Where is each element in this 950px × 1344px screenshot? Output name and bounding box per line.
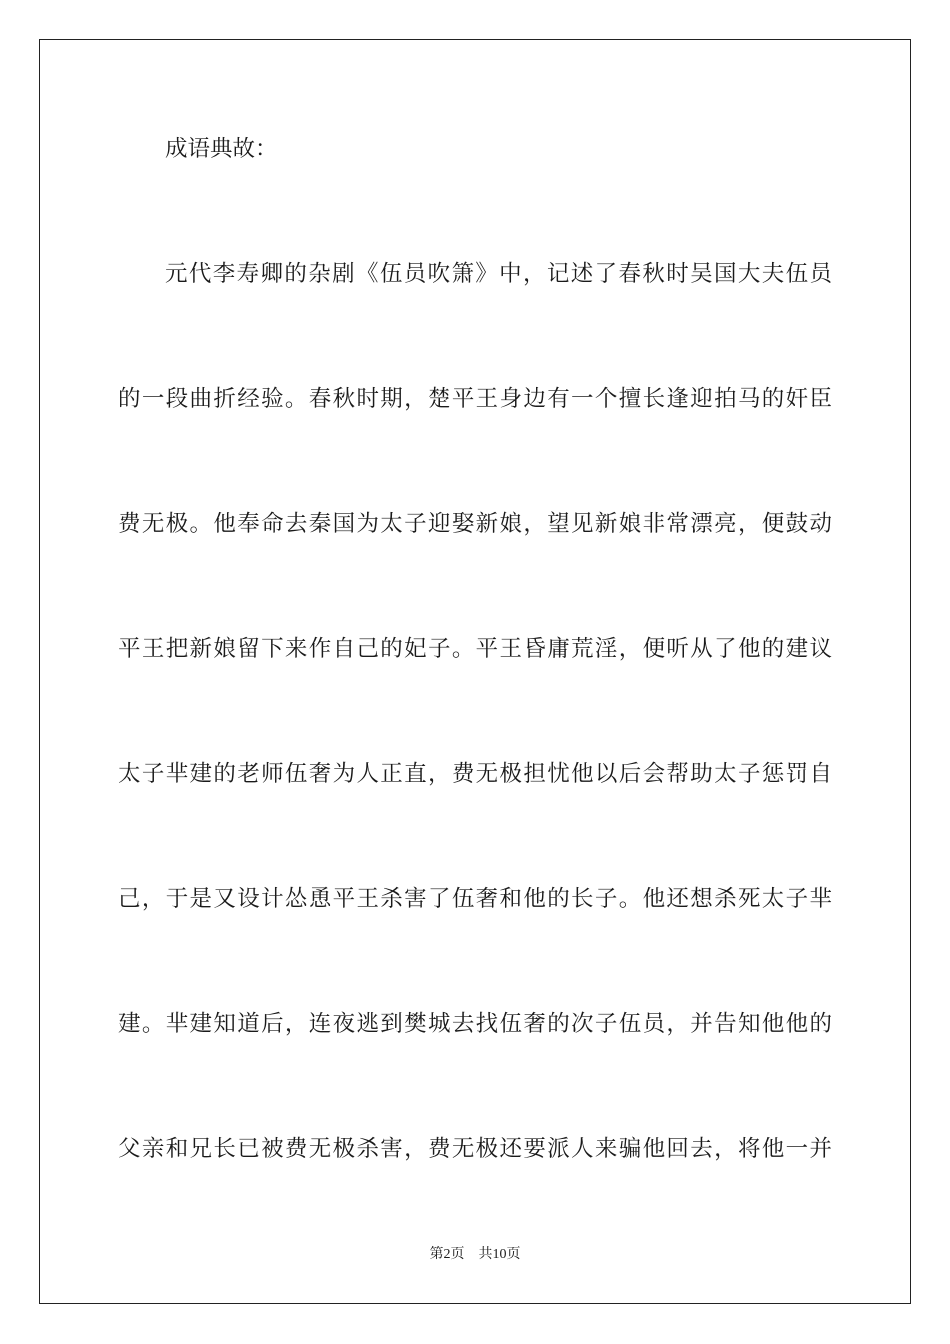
page-footer <box>0 1246 950 1264</box>
page-total: 共10页 <box>478 1247 521 1262</box>
section-heading: 成语典故： <box>165 136 278 162</box>
text-line-2: 的一段曲折经验。春秋时期，楚平王身边有一个擅长逢迎拍马的奸臣 <box>118 386 832 412</box>
text-line-4: 平王把新娘留下来作自己的妃子。平王昏庸荒淫，便听从了他的建议 <box>118 636 832 662</box>
text-line-3: 费无极。他奉命去秦国为太子迎娶新娘，望见新娘非常漂亮，便鼓动 <box>118 511 832 537</box>
page-number: 第2页 <box>429 1247 465 1262</box>
text-line-1: 元代李寿卿的杂剧《伍员吹箫》中，记述了春秋时吴国大夫伍员 <box>165 261 832 287</box>
text-line-7: 建。芈建知道后，连夜逃到樊城去找伍奢的次子伍员，并告知他他的 <box>118 1011 832 1037</box>
text-line-6: 己，于是又设计怂恿平王杀害了伍奢和他的长子。他还想杀死太子芈 <box>118 886 832 912</box>
text-line-8: 父亲和兄长已被费无极杀害，费无极还要派人来骗他回去，将他一并 <box>118 1136 832 1162</box>
page-border <box>39 39 911 1304</box>
text-line-5: 太子芈建的老师伍奢为人正直，费无极担忧他以后会帮助太子惩罚自 <box>118 761 832 787</box>
